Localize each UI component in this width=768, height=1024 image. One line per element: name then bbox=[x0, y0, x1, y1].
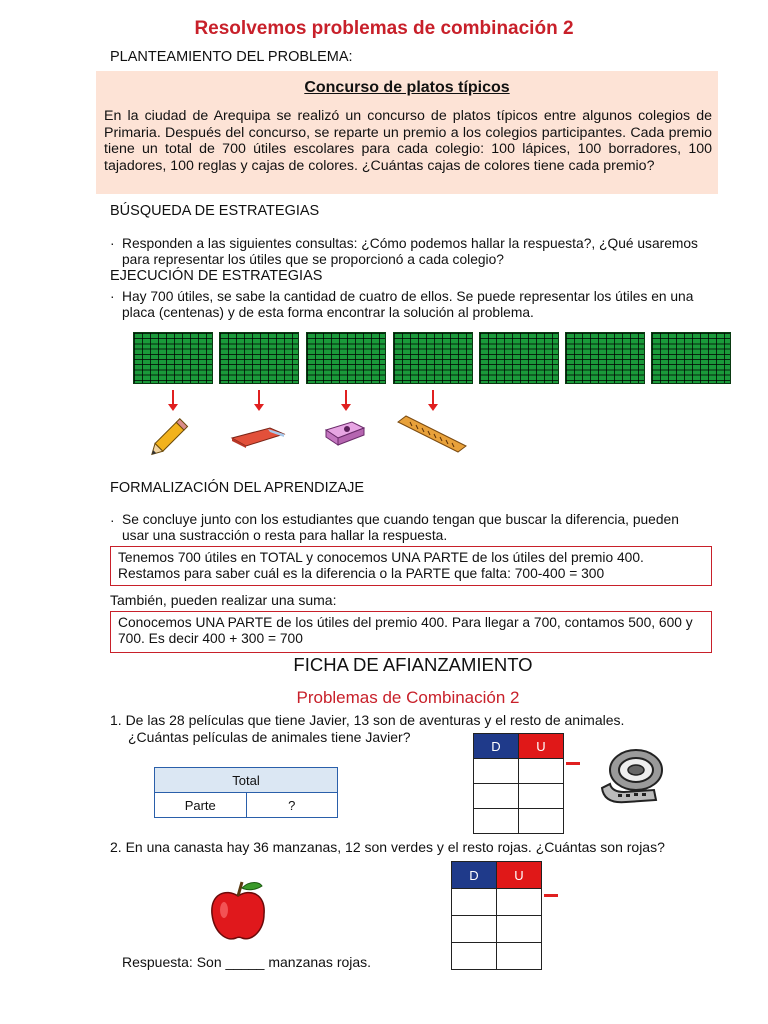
hundred-plate bbox=[479, 332, 559, 384]
hundred-plate bbox=[565, 332, 645, 384]
unknown-cell: ? bbox=[246, 793, 338, 818]
bullet-dot: · bbox=[110, 513, 115, 528]
down-arrow-icon bbox=[432, 390, 434, 406]
busqueda-bullet: Responden a las siguientes consultas: ¿Cómo podemos hallar la respuesta?, ¿Qué usaremos para representar los útiles que se proporcionó a cada colegio? bbox=[122, 236, 698, 267]
du-cell[interactable] bbox=[497, 943, 542, 970]
down-arrow-icon bbox=[172, 390, 174, 406]
d-header: D bbox=[474, 734, 519, 759]
du-cell[interactable] bbox=[519, 809, 564, 834]
bullet-dot: · bbox=[110, 236, 115, 251]
pencil-icon bbox=[150, 414, 194, 456]
du-cell[interactable] bbox=[497, 889, 542, 916]
problem-text: En la ciudad de Arequipa se realizó un concurso de platos típicos entre algunos colegios de Primaria. Después del concurso, se reparte un premio a los colegios participantes. Cada premio tiene un total de 700 útiles escolares para cada colegio: 100 lápices, 100 borradores, 100 tajadores, 100 reglas y cajas de colores. ¿Cuántas cajas de colores tiene cada premio? bbox=[104, 108, 712, 174]
problem-1: 1. De las 28 películas que tiene Javier, 13 son de aventuras y el resto de animales. bbox=[110, 712, 625, 728]
hundred-plate bbox=[306, 332, 386, 384]
busqueda-label: BÚSQUEDA DE ESTRATEGIAS bbox=[110, 203, 320, 219]
du-table-1 bbox=[473, 733, 564, 834]
ejecucion-bullet: Hay 700 útiles, se sabe la cantidad de cuatro de ellos. Se puede representar los útiles en una placa (centenas) y de esta forma encontrar la solución al problema. bbox=[122, 289, 694, 320]
subtraction-box: Tenemos 700 útiles en TOTAL y conocemos UNA PARTE de los útiles del premio 400. Restamos para saber cuál es la diferencia o la PARTE que falta: 700-400 = 300 bbox=[110, 546, 712, 586]
eraser-icon bbox=[230, 424, 286, 450]
du-cell[interactable] bbox=[519, 784, 564, 809]
down-arrow-icon bbox=[345, 390, 347, 406]
u-header: U bbox=[519, 734, 564, 759]
du-cell[interactable] bbox=[452, 916, 497, 943]
answer-line: Respuesta: Son _____ manzanas rojas. bbox=[122, 954, 372, 970]
problem-1-question: ¿Cuántas películas de animales tiene Javier? bbox=[128, 729, 411, 745]
du-cell[interactable] bbox=[452, 889, 497, 916]
du-cell[interactable] bbox=[474, 809, 519, 834]
du-cell[interactable] bbox=[474, 759, 519, 784]
down-arrow-icon bbox=[258, 390, 260, 406]
du-table-2 bbox=[451, 861, 542, 970]
du-cell[interactable] bbox=[497, 916, 542, 943]
ruler-icon bbox=[396, 414, 468, 456]
formalizacion-bullet: Se concluye junto con los estudiantes que cuando tengan que buscar la diferencia, pueden usar una sustracción o resta para hallar la respuesta. bbox=[122, 512, 679, 543]
addition-box: Conocemos UNA PARTE de los útiles del premio 400. Para llegar a 700, contamos 500, 600 y 700. Es decir 400 + 300 = 700 bbox=[110, 611, 712, 653]
ejecucion-label: EJECUCIÓN DE ESTRATEGIAS bbox=[110, 268, 323, 284]
problem-2: 2. En una canasta hay 36 manzanas, 12 son verdes y el resto rojas. ¿Cuántas son rojas? bbox=[110, 839, 665, 855]
parte-cell: Parte bbox=[155, 793, 247, 818]
sharpener-icon bbox=[322, 418, 368, 448]
du-cell[interactable] bbox=[474, 784, 519, 809]
total-parte-table bbox=[154, 767, 338, 818]
du-cell[interactable] bbox=[452, 943, 497, 970]
planteamiento-label: PLANTEAMIENTO DEL PROBLEMA: bbox=[110, 49, 353, 65]
u-header: U bbox=[497, 862, 542, 889]
bullet-dot: · bbox=[110, 289, 115, 304]
ficha-title: FICHA DE AFIANZAMIENTO bbox=[293, 654, 533, 675]
film-reel-icon bbox=[596, 744, 668, 808]
total-cell: Total bbox=[155, 768, 338, 793]
hundred-plate bbox=[219, 332, 299, 384]
du-cell[interactable] bbox=[519, 759, 564, 784]
formalizacion-label: FORMALIZACIÓN DEL APRENDIZAJE bbox=[110, 480, 365, 496]
hundred-plate bbox=[651, 332, 731, 384]
hundred-plate bbox=[133, 332, 213, 384]
also-text: También, pueden realizar una suma: bbox=[110, 592, 337, 608]
hundred-plate bbox=[393, 332, 473, 384]
ficha-subtitle: Problemas de Combinación 2 bbox=[296, 688, 520, 707]
minus-icon bbox=[544, 894, 558, 897]
apple-icon bbox=[206, 878, 270, 944]
d-header: D bbox=[452, 862, 497, 889]
page-title: Resolvemos problemas de combinación 2 bbox=[194, 18, 574, 39]
minus-icon bbox=[566, 762, 580, 765]
problem-heading: Concurso de platos típicos bbox=[304, 79, 510, 96]
